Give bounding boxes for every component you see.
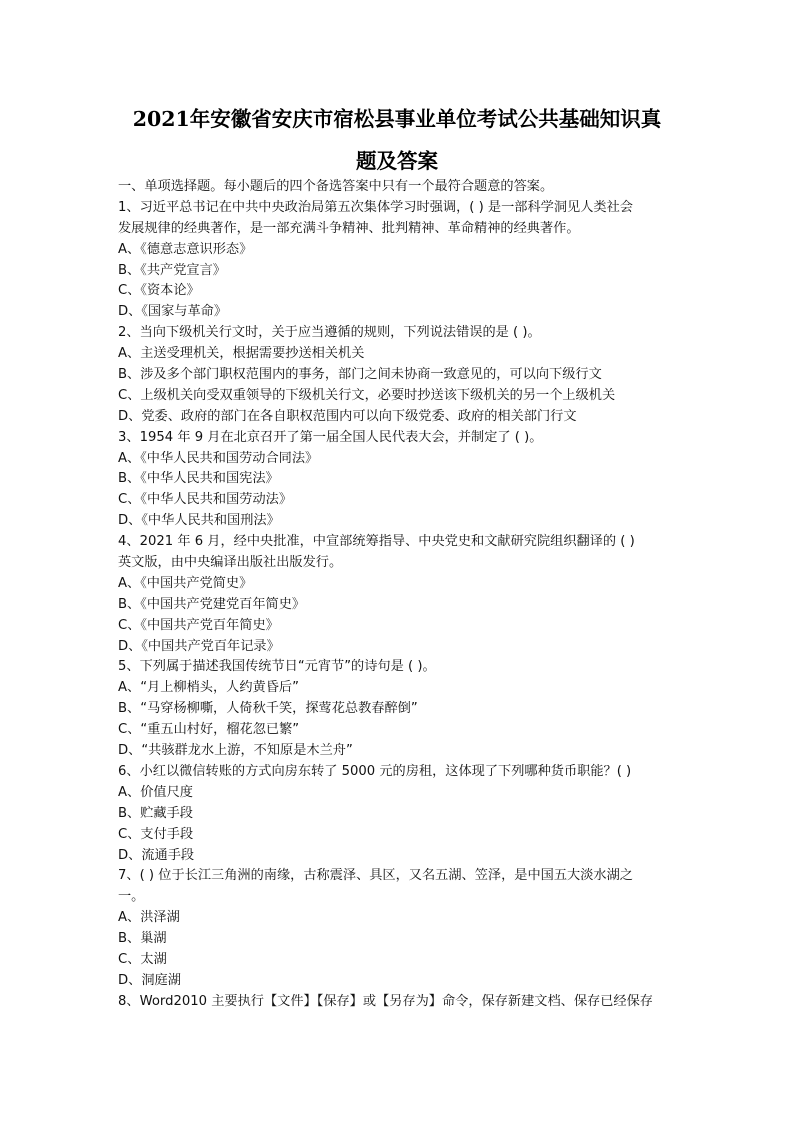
text-line: 4、2021 年 6 月，经中央批准，中宣部统筹指导、中央党史和文献研究院组织翻译的 ( ) [118, 534, 635, 550]
text-line: C、上级机关向受双重领导的下级机关行文，必要时抄送该下级机关的另一个上级机关 [118, 387, 616, 403]
document-title-line-1: 2021年安徽省安庆市宿松县事业单位考试公共基础知识真 [132, 107, 662, 131]
text-line: B、《中国共产党建党百年简史》 [118, 596, 306, 612]
text-line: A、主送受理机关，根据需要抄送相关机关 [118, 346, 365, 362]
text-line: 2、当向下级机关行文时，关于应当遵循的规则，下列说法错误的是 ( )。 [118, 325, 541, 341]
document-title-line-2: 题及答案 [356, 149, 438, 173]
text-line: D、洞庭湖 [118, 972, 181, 988]
text-line: 3、1954 年 9 月在北京召开了第一届全国人民代表大会，并制定了 ( )。 [118, 429, 543, 445]
text-line: 发展规律的经典著作，是一部充满斗争精神、批判精神、革命精神的经典著作。 [118, 220, 580, 236]
text-line: 5、下列属于描述我国传统节日“元宵节”的诗句是 ( )。 [118, 659, 436, 675]
text-line: B、《中华人民共和国宪法》 [118, 471, 279, 487]
document-body [118, 177, 678, 1013]
text-line: B、“马穿杨柳嘶，人倚秋千笑，探莺花总教春醉倒” [118, 701, 418, 717]
text-line: B、贮藏手段 [118, 805, 193, 821]
text-line: A、“月上柳梢头，人约黄昏后” [118, 680, 299, 696]
text-line: C、《中国共产党百年简史》 [118, 617, 279, 633]
text-line: D、《国家与革命》 [118, 304, 228, 320]
text-line: C、太湖 [118, 951, 167, 967]
text-line: C、《中华人民共和国劳动法》 [118, 492, 293, 508]
text-line: A、价值尺度 [118, 784, 193, 800]
text-line: C、“重五山村好，榴花忽已繁” [118, 722, 300, 738]
text-line: D、党委、政府的部门在各自职权范围内可以向下级党委、政府的相关部门行文 [118, 408, 577, 424]
text-line: B、《共产党宣言》 [118, 262, 226, 278]
text-line: D、流通手段 [118, 847, 195, 863]
text-line: 一。 [118, 889, 145, 905]
text-line: B、涉及多个部门职权范围内的事务，部门之间未协商一致意见的，可以向下级行文 [118, 367, 602, 383]
text-line: C、支付手段 [118, 826, 194, 842]
text-line: B、巢湖 [118, 931, 167, 947]
text-line: A、《德意志意识形态》 [118, 241, 253, 257]
text-line: A、《中华人民共和国劳动合同法》 [118, 450, 319, 466]
text-line: D、《中华人民共和国刑法》 [118, 513, 280, 529]
text-line: 6、小红以微信转账的方式向房东转了 5000 元的房租，这体现了下列哪种货币职能？( ) [118, 763, 632, 779]
text-line: D、《中国共产党百年记录》 [118, 638, 280, 654]
text-line: A、《中国共产党简史》 [118, 575, 253, 591]
text-line: 一、单项选择题。每小题后的四个备选答案中只有一个最符合题意的答案。 [118, 179, 554, 194]
text-line: C、《资本论》 [118, 283, 200, 299]
text-line: D、“共骇群龙水上游，不知原是木兰舟” [118, 743, 353, 759]
text-line: 英文版，由中央编译出版社出版发行。 [118, 555, 343, 571]
text-line: 1、习近平总书记在中共中央政治局第五次集体学习时强调，( ) 是一部科学洞见人类社会 [118, 199, 633, 215]
text-line: 7、( ) 位于长江三角洲的南缘，古称震泽、具区，又名五湖、笠泽，是中国五大淡水湖之 [118, 868, 633, 884]
text-line: 8、Word2010 主要执行【文件】【保存】或【另存为】命令，保存新建文档、保存已经保存 [118, 993, 653, 1009]
text-line: A、洪泽湖 [118, 910, 180, 926]
